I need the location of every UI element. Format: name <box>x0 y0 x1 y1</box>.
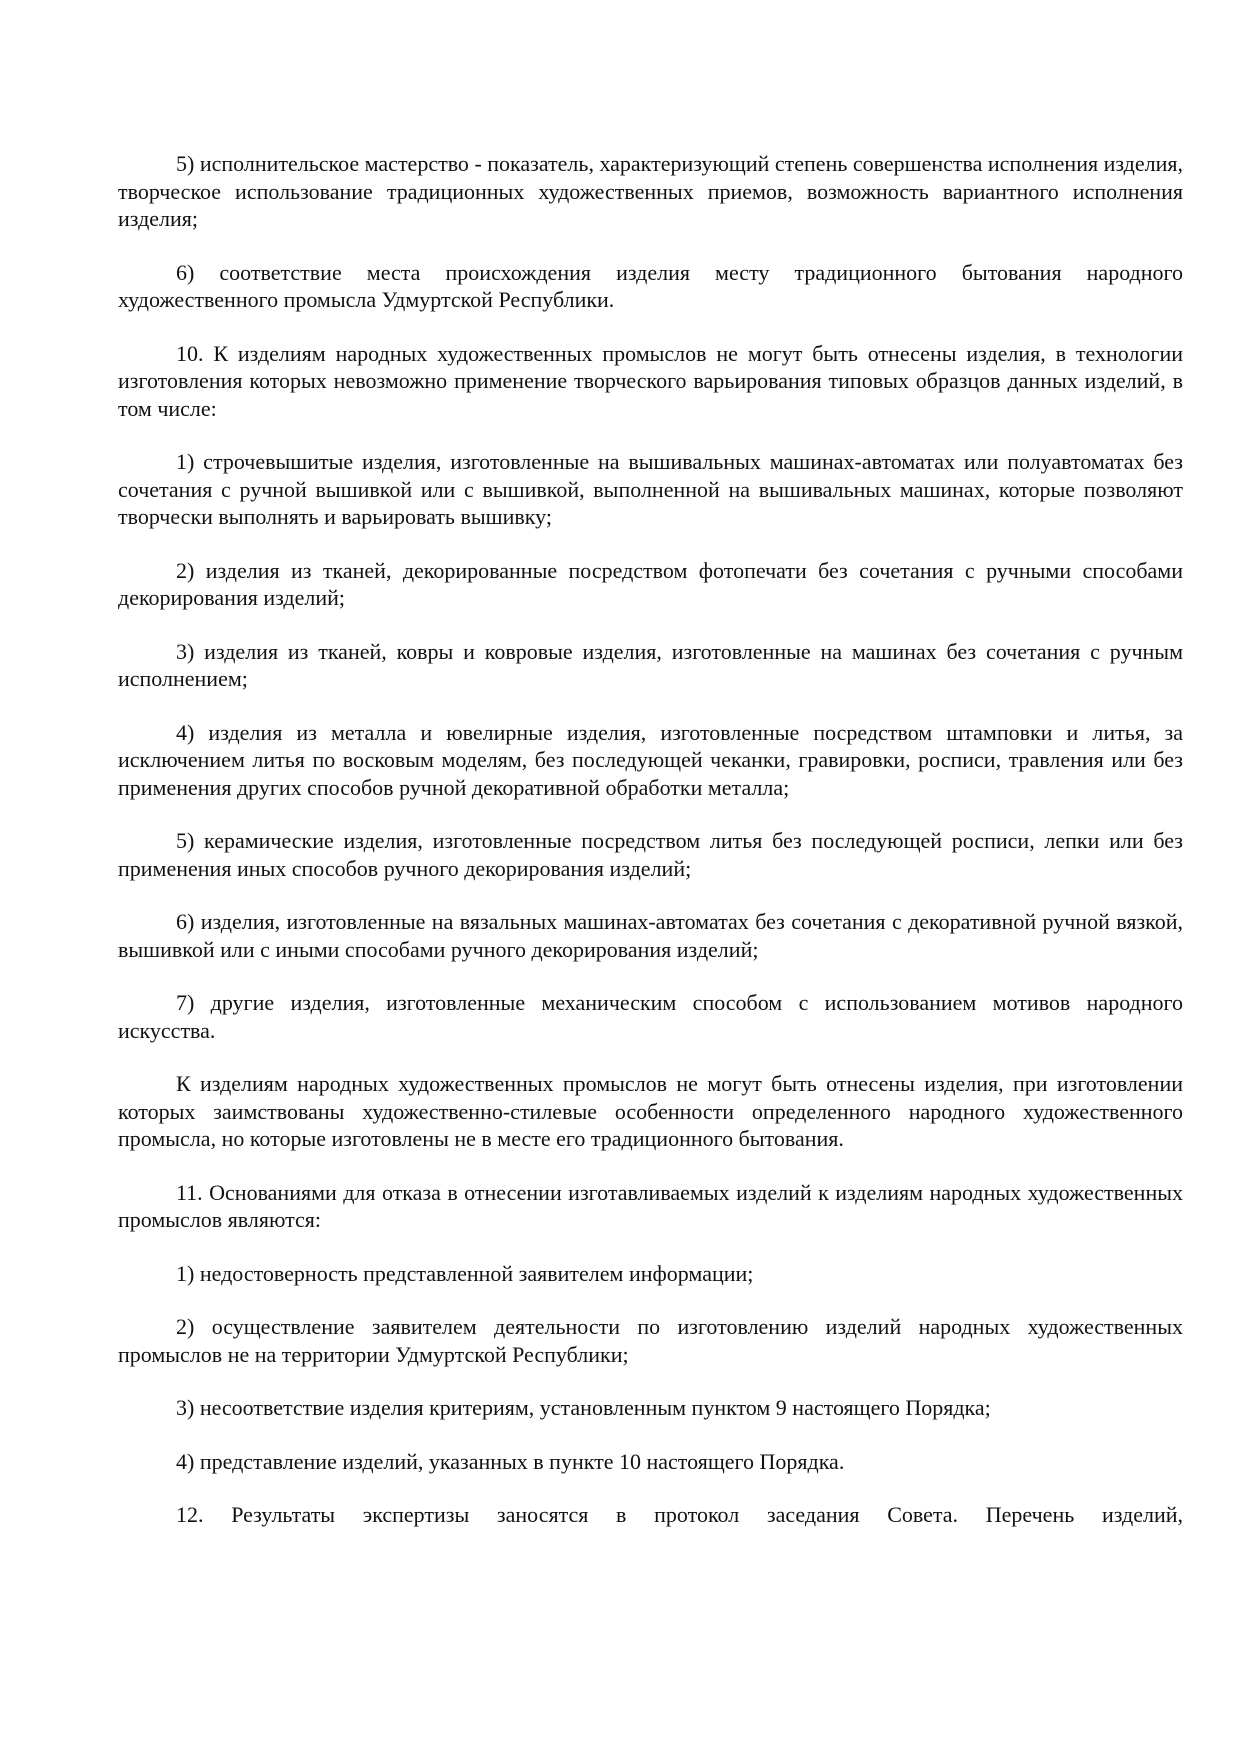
paragraph-10-1-embroidered: 1) строчевышитые изделия, изготовленные на вышивальных машинах-автоматах или полуавтоматах без сочетания с ручной вышивкой или с вышивкой, выполненной на вышивальных машинах, которые позволяют творчески выполнять и варьировать вышивку; <box>118 449 1183 529</box>
document-page <box>118 150 1183 1529</box>
paragraph-11-3-criteria: 3) несоответствие изделия критериям, установленным пунктом 9 настоящего Порядка; <box>176 1395 991 1420</box>
paragraph-9-5-performing-skill: 5) исполнительское мастерство - показатель, характеризующий степень совершенства исполнения изделия, творческое использование традиционных художественных приемов, возможность вариантного исполнения изделия; <box>118 151 1183 231</box>
paragraph-11-intro: 11. Основаниями для отказа в отнесении изготавливаемых изделий к изделиям народных художественных промыслов являются: <box>118 1179 1183 1232</box>
paragraph-10-7-other: 7) другие изделия, изготовленные механическим способом с использованием мотивов народного искусства. <box>118 990 1183 1043</box>
paragraph-10-2-photo-print: 2) изделия из тканей, декорированные посредством фотопечати без сочетания с ручными способами декорирования изделий; <box>118 557 1183 610</box>
paragraph-10-5-ceramics: 5) керамические изделия, изготовленные посредством литья без последующей росписи, лепки или без применения иных способов ручного декорирования изделий; <box>118 828 1183 881</box>
paragraph-10-3-carpets: 3) изделия из тканей, ковры и ковровые изделия, изготовленные на машинах без сочетания с ручным исполнением; <box>118 638 1183 691</box>
paragraph-12-results: 12. Результаты экспертизы заносятся в протокол заседания Совета. Перечень изделий, <box>176 1502 1183 1527</box>
paragraph-10-4-metal-jewelry: 4) изделия из металла и ювелирные изделия, изготовленные посредством штамповки и литья, за исключением литья по восковым моделям, без последующей чеканки, гравировки, росписи, травления или без применения других способов ручной декоративной обработки металла; <box>118 719 1183 800</box>
paragraph-10-6-knitted: 6) изделия, изготовленные на вязальных машинах-автоматах без сочетания с декоративной ручной вязкой, вышивкой или с иными способами ручного декорирования изделий; <box>118 909 1183 962</box>
paragraph-11-1-false-info: 1) недостоверность представленной заявителем информации; <box>176 1260 754 1286</box>
paragraph-11-2-territory: 2) осуществление заявителем деятельности по изготовлению изделий народных художественных промыслов не на территории Удмуртской Республики; <box>118 1314 1183 1367</box>
paragraph-11-4-items: 4) представление изделий, указанных в пункте 10 настоящего Порядка. <box>176 1448 845 1474</box>
paragraph-10-intro: 10. К изделиям народных художественных промыслов не могут быть отнесены изделия, в технологии изготовления которых невозможно применение творческого варьирования типовых образцов данных изделий, в том числе: <box>118 340 1183 421</box>
paragraph-10-borrowed-style: К изделиям народных художественных промыслов не могут быть отнесены изделия, при изготовлении которых заимствованы художественно-стилевые особенности определенного народного художественного промысла, но которые изготовлены не в месте его традиционного бытования. <box>118 1071 1183 1151</box>
paragraph-9-6-place-of-origin: 6) соответствие места происхождения изделия месту традиционного бытования народного художественного промысла Удмуртской Республики. <box>118 259 1183 312</box>
